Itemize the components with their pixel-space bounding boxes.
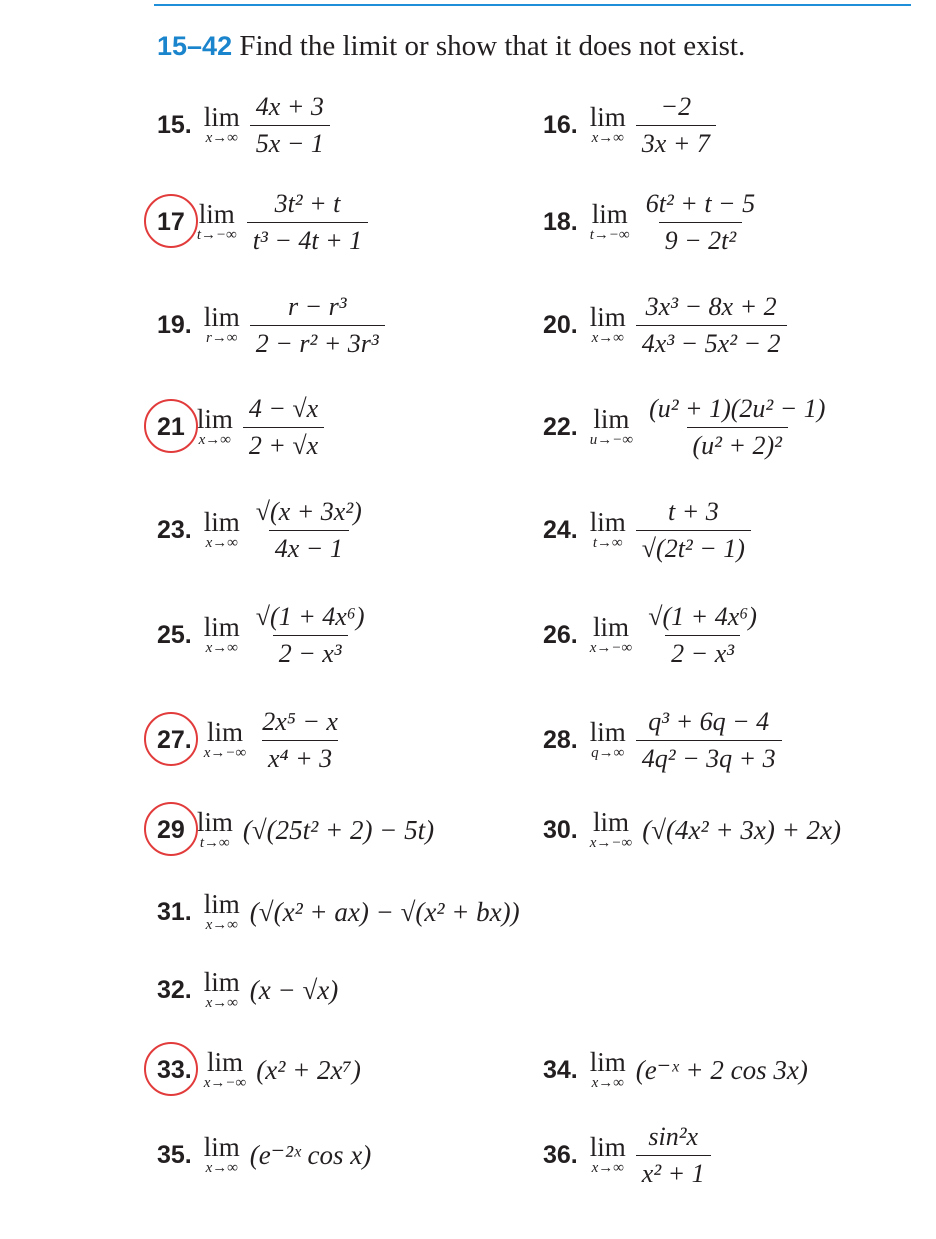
problem-number-text: 27. — [157, 725, 192, 754]
limit-approach: x→∞ — [205, 917, 238, 933]
red-circle-annotation — [144, 399, 198, 453]
limit-operator — [590, 104, 626, 146]
denominator: x² + 1 — [636, 1155, 711, 1189]
fraction — [636, 92, 716, 159]
problem-33 — [157, 1030, 361, 1110]
lim-word: lim — [203, 302, 240, 332]
denominator: (u² + 2)² — [687, 427, 788, 461]
problem-24 — [543, 490, 751, 570]
fraction — [640, 189, 761, 256]
limit-approach: x→∞ — [591, 330, 624, 346]
problem-number — [157, 976, 192, 1005]
problem-number-text: 15. — [157, 110, 192, 139]
denominator: 5x − 1 — [250, 125, 330, 159]
problem-number-text: 17 — [157, 207, 185, 236]
limit-operator — [204, 304, 240, 346]
limit-operator — [197, 406, 233, 448]
limit-operator — [204, 969, 240, 1011]
lim-word: lim — [203, 1132, 240, 1162]
fraction — [250, 497, 368, 564]
fraction — [636, 292, 787, 359]
limit-approach: t→−∞ — [196, 227, 237, 243]
limit-operator — [204, 509, 240, 551]
problem-number — [157, 1056, 192, 1085]
numerator: 6t² + t − 5 — [645, 188, 756, 218]
lim-word: lim — [591, 199, 628, 229]
limit-operator — [204, 1049, 246, 1091]
limit-operator — [590, 1049, 626, 1091]
limit-operator — [204, 891, 240, 933]
problem-15 — [157, 85, 330, 165]
problem-number — [157, 413, 185, 442]
limit-operator — [590, 1134, 626, 1176]
limit-approach: x→∞ — [205, 535, 238, 551]
numerator: r − r³ — [287, 291, 347, 321]
problem-23 — [157, 490, 368, 570]
limit-operator — [590, 719, 626, 761]
problem-number — [543, 1141, 578, 1170]
limit-approach: t→−∞ — [589, 227, 630, 243]
problem-31 — [157, 872, 520, 952]
limit-approach: u→−∞ — [589, 432, 634, 448]
limit-expression: (√(25t² + 2) − 5t) — [242, 814, 435, 845]
problem-number — [543, 311, 578, 340]
problem-number-text: 34. — [543, 1055, 578, 1084]
limit-approach: x→∞ — [205, 130, 238, 146]
limit-approach: q→∞ — [591, 745, 625, 761]
exercise-instruction: Find the limit or show that it does not exist. — [239, 30, 746, 62]
denominator: 4x − 1 — [269, 530, 349, 564]
lim-word: lim — [589, 1132, 626, 1162]
problem-number-text: 21 — [157, 412, 185, 441]
problem-20 — [543, 285, 787, 365]
denominator: 9 − 2t² — [659, 222, 743, 256]
numerator: 4x + 3 — [255, 91, 324, 121]
limit-expression: (√(x² + ax) − √(x² + bx)) — [249, 896, 520, 927]
lim-word: lim — [593, 807, 630, 837]
lim-word: lim — [203, 507, 240, 537]
problem-number-text: 29 — [157, 815, 185, 844]
problem-number-text: 32. — [157, 975, 192, 1004]
problem-number-text: 30. — [543, 815, 578, 844]
limit-approach: t→∞ — [199, 835, 230, 851]
fraction — [250, 602, 371, 669]
problem-number-text: 16. — [543, 110, 578, 139]
numerator: −2 — [660, 91, 692, 121]
limit-approach: x→−∞ — [203, 745, 247, 761]
problem-35 — [157, 1115, 371, 1195]
limit-expression: (x − √x) — [249, 974, 339, 1005]
problem-number-text: 19. — [157, 310, 192, 339]
lim-word: lim — [207, 1047, 244, 1077]
limit-approach: r→∞ — [206, 330, 238, 346]
denominator: t³ − 4t + 1 — [247, 222, 368, 256]
problem-number — [157, 311, 192, 340]
red-circle-annotation — [144, 194, 198, 248]
problem-number — [157, 726, 192, 755]
lim-word: lim — [589, 507, 626, 537]
red-circle-annotation — [144, 1042, 198, 1096]
denominator: √(2t² − 1) — [636, 530, 751, 564]
fraction — [250, 292, 385, 359]
problem-number — [157, 621, 192, 650]
problem-number-text: 36. — [543, 1140, 578, 1169]
lim-word: lim — [203, 102, 240, 132]
fraction — [636, 707, 782, 774]
fraction — [642, 602, 763, 669]
lim-word: lim — [196, 404, 233, 434]
limit-operator — [590, 201, 630, 243]
problem-number-text: 24. — [543, 515, 578, 544]
numerator: √(1 + 4x⁶) — [648, 601, 757, 631]
numerator: 3t² + t — [274, 188, 341, 218]
limit-approach: x→∞ — [205, 1160, 238, 1176]
limit-approach: t→∞ — [592, 535, 623, 551]
problem-number — [543, 1056, 578, 1085]
lim-word: lim — [589, 717, 626, 747]
problem-27 — [157, 700, 344, 780]
red-circle-annotation — [144, 712, 198, 766]
problem-number-text: 35. — [157, 1140, 192, 1169]
limit-approach: x→−∞ — [203, 1075, 247, 1091]
numerator: 2x⁵ − x — [262, 706, 338, 736]
lim-word: lim — [593, 612, 630, 642]
denominator: 2 − x³ — [665, 635, 740, 669]
problem-number — [543, 621, 578, 650]
problem-number-text: 33. — [157, 1055, 192, 1084]
limit-approach: x→−∞ — [589, 835, 633, 851]
problem-17 — [157, 182, 368, 262]
limit-operator — [590, 304, 626, 346]
lim-word: lim — [593, 404, 630, 434]
limit-approach: x→∞ — [205, 995, 238, 1011]
limit-operator — [590, 614, 632, 656]
denominator: 2 − x³ — [273, 635, 348, 669]
exercise-range: 15–42 — [157, 31, 233, 61]
problem-number — [157, 111, 192, 140]
problem-22 — [543, 387, 831, 467]
fraction — [636, 1122, 711, 1189]
problem-30 — [543, 790, 841, 870]
problem-number-text: 31. — [157, 897, 192, 926]
numerator: t + 3 — [667, 496, 719, 526]
lim-word: lim — [589, 302, 626, 332]
fraction — [250, 92, 330, 159]
fraction — [256, 707, 344, 774]
denominator: 3x + 7 — [636, 125, 716, 159]
limit-approach: x→∞ — [198, 432, 231, 448]
problem-number — [543, 816, 578, 845]
denominator: 2 − r² + 3r³ — [250, 325, 385, 359]
problem-21 — [157, 387, 324, 467]
fraction — [243, 394, 324, 461]
numerator: 3x³ − 8x + 2 — [645, 291, 777, 321]
denominator: 4q² − 3q + 3 — [636, 740, 782, 774]
numerator: √(x + 3x²) — [255, 496, 362, 526]
limit-expression: (e⁻ˣ + 2 cos 3x) — [635, 1054, 808, 1085]
problem-number-text: 26. — [543, 620, 578, 649]
limit-operator — [590, 406, 633, 448]
numerator: √(1 + 4x⁶) — [255, 601, 365, 631]
problem-number — [157, 208, 185, 237]
limit-operator — [204, 719, 246, 761]
lim-word: lim — [203, 889, 240, 919]
limit-operator — [204, 104, 240, 146]
problem-number-text: 28. — [543, 725, 578, 754]
problem-26 — [543, 595, 763, 675]
problem-32 — [157, 950, 338, 1030]
problem-number-text: 18. — [543, 207, 578, 236]
problem-28 — [543, 700, 782, 780]
denominator: 4x³ − 5x² − 2 — [636, 325, 787, 359]
problem-number — [157, 898, 192, 927]
lim-word: lim — [196, 807, 233, 837]
limit-expression: (√(4x² + 3x) + 2x) — [642, 814, 842, 845]
problem-34 — [543, 1030, 808, 1110]
limit-approach: x→−∞ — [589, 640, 633, 656]
problem-number — [543, 413, 578, 442]
problem-25 — [157, 595, 371, 675]
fraction — [247, 189, 368, 256]
top-rule — [154, 4, 911, 6]
limit-operator — [197, 809, 233, 851]
problem-19 — [157, 285, 385, 365]
problem-number — [543, 111, 578, 140]
limit-operator — [197, 201, 237, 243]
lim-word: lim — [203, 612, 240, 642]
problem-number — [543, 516, 578, 545]
problem-number — [157, 1141, 192, 1170]
limit-operator — [204, 1134, 240, 1176]
problem-18 — [543, 182, 761, 262]
limit-expression: (x² + 2x⁷) — [256, 1054, 361, 1085]
red-circle-annotation — [144, 802, 198, 856]
limit-approach: x→∞ — [591, 1075, 624, 1091]
numerator: 4 − √x — [248, 393, 319, 423]
fraction — [643, 394, 831, 461]
lim-word: lim — [203, 967, 240, 997]
limit-operator — [590, 809, 632, 851]
denominator: 2 + √x — [243, 427, 324, 461]
fraction — [636, 497, 751, 564]
problem-number — [543, 726, 578, 755]
problem-16 — [543, 85, 716, 165]
problem-number — [157, 816, 185, 845]
lim-word: lim — [589, 102, 626, 132]
problem-number-text: 22. — [543, 412, 578, 441]
problem-number-text: 20. — [543, 310, 578, 339]
lim-word: lim — [198, 199, 235, 229]
limit-operator — [590, 509, 626, 551]
problem-36 — [543, 1115, 711, 1195]
limit-expression: (e⁻²ˣ cos x) — [249, 1139, 372, 1170]
limit-operator — [204, 614, 240, 656]
exercise-header — [157, 30, 745, 63]
problem-number-text: 25. — [157, 620, 192, 649]
numerator: q³ + 6q − 4 — [648, 706, 770, 736]
problem-number — [543, 208, 578, 237]
limit-approach: x→∞ — [591, 1160, 624, 1176]
problem-number-text: 23. — [157, 515, 192, 544]
numerator: sin²x — [648, 1121, 699, 1151]
numerator: (u² + 1)(2u² − 1) — [649, 393, 826, 423]
limit-approach: x→∞ — [205, 640, 238, 656]
lim-word: lim — [589, 1047, 626, 1077]
problem-number — [157, 516, 192, 545]
limit-approach: x→∞ — [591, 130, 624, 146]
lim-word: lim — [207, 717, 244, 747]
denominator: x⁴ + 3 — [262, 740, 338, 774]
problem-29 — [157, 790, 434, 870]
